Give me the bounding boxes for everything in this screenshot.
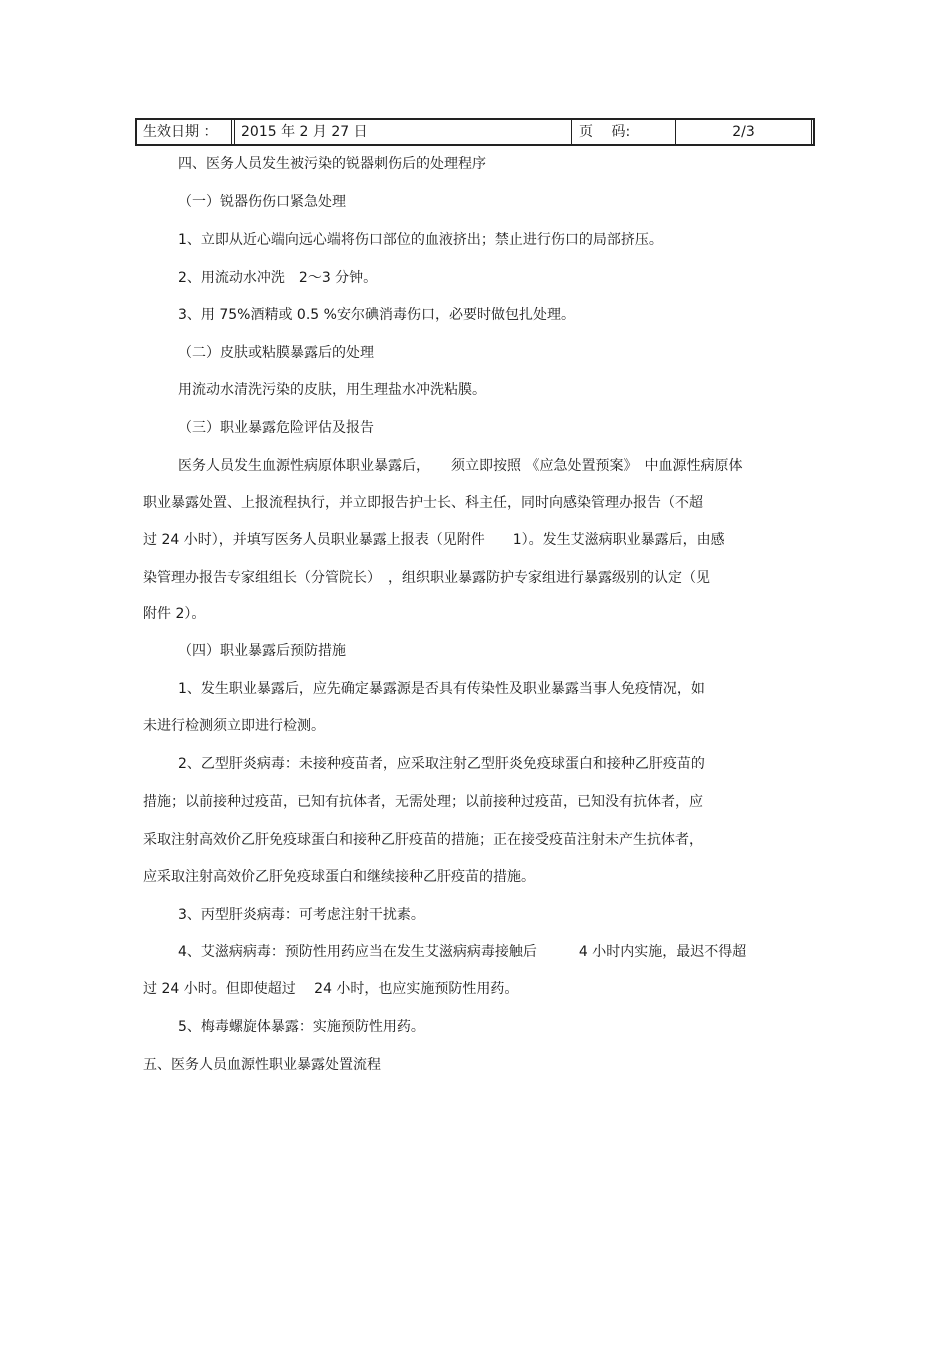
paragraph-line: 应采取注射高效价乙肝免疫球蛋白和继续接种乙肝疫苗的措施。 (143, 869, 535, 885)
paragraph-line: 措施；以前接种过疫苗，已知有抗体者，无需处理；以前接种过疫苗，已知没有抗体者，应 (143, 794, 703, 810)
subheading-3: （三）职业暴露危险评估及报告 (178, 420, 374, 436)
page-label: 页 码: (579, 124, 631, 140)
subheading-1: （一）锐器伤伤口紧急处理 (178, 194, 346, 210)
header-table (135, 118, 815, 146)
paragraph-line: 染管理办报告专家组组长（分管院长） ，组织职业暴露防护专家组进行暴露级别的认定（见 (143, 570, 710, 586)
paragraph-line: 2、用流动水冲洗 2～3 分钟。 (178, 270, 378, 286)
section-heading-5: 五、医务人员血源性职业暴露处置流程 (143, 1057, 381, 1073)
paragraph-line: 3、丙型肝炎病毒：可考虑注射干扰素。 (178, 907, 425, 923)
paragraph-line: 4、艾滋病病毒：预防性用药应当在发生艾滋病病毒接触后 4 小时内实施，最迟不得超 (178, 944, 747, 960)
cell-divider (571, 120, 572, 144)
paragraph-line: 医务人员发生血源性病原体职业暴露后， 须立即按照 《应急处置预案》 中血源性病原体 (178, 458, 743, 474)
paragraph-line: 过 24 小时。但即使超过 24 小时，也应实施预防性用药。 (143, 981, 519, 997)
paragraph-line: 5、梅毒螺旋体暴露：实施预防性用药。 (178, 1019, 425, 1035)
subheading-4: （四）职业暴露后预防措施 (178, 643, 346, 659)
cell-divider (811, 120, 812, 144)
effective-date-value: 2015 年 2 月 27 日 (241, 124, 368, 140)
paragraph-line: 用流动水清洗污染的皮肤，用生理盐水冲洗粘膜。 (178, 382, 486, 398)
cell-divider (231, 120, 232, 144)
page-number: 2/3 (732, 124, 755, 140)
paragraph-line: 1、立即从近心端向远心端将伤口部位的血液挤出；禁止进行伤口的局部挤压。 (178, 232, 663, 248)
paragraph-line: 未进行检测须立即进行检测。 (143, 718, 325, 734)
subheading-2: （二）皮肤或粘膜暴露后的处理 (178, 345, 374, 361)
paragraph-line: 职业暴露处置、上报流程执行，并立即报告护士长、科主任，同时向感染管理办报告（不超 (143, 495, 703, 511)
section-heading-4: 四、医务人员发生被污染的锐器刺伤后的处理程序 (178, 156, 486, 172)
paragraph-line: 采取注射高效价乙肝免疫球蛋白和接种乙肝疫苗的措施；正在接受疫苗注射未产生抗体者， (143, 832, 703, 848)
paragraph-line: 附件 2）。 (143, 606, 206, 622)
paragraph-line: 2、乙型肝炎病毒：未接种疫苗者，应采取注射乙型肝炎免疫球蛋白和接种乙肝疫苗的 (178, 756, 705, 772)
cell-divider (234, 120, 235, 144)
paragraph-line: 1、发生职业暴露后，应先确定暴露源是否具有传染性及职业暴露当事人免疫情况，如 (178, 681, 705, 697)
effective-date-label: 生效日期 ： (143, 124, 218, 140)
paragraph-line: 过 24 小时），并填写医务人员职业暴露上报表（见附件 1）。发生艾滋病职业暴露后，由感 (143, 532, 725, 548)
paragraph-line: 3、用 75%酒精或 0.5 %安尔碘消毒伤口，必要时做包扎处理。 (178, 307, 575, 323)
